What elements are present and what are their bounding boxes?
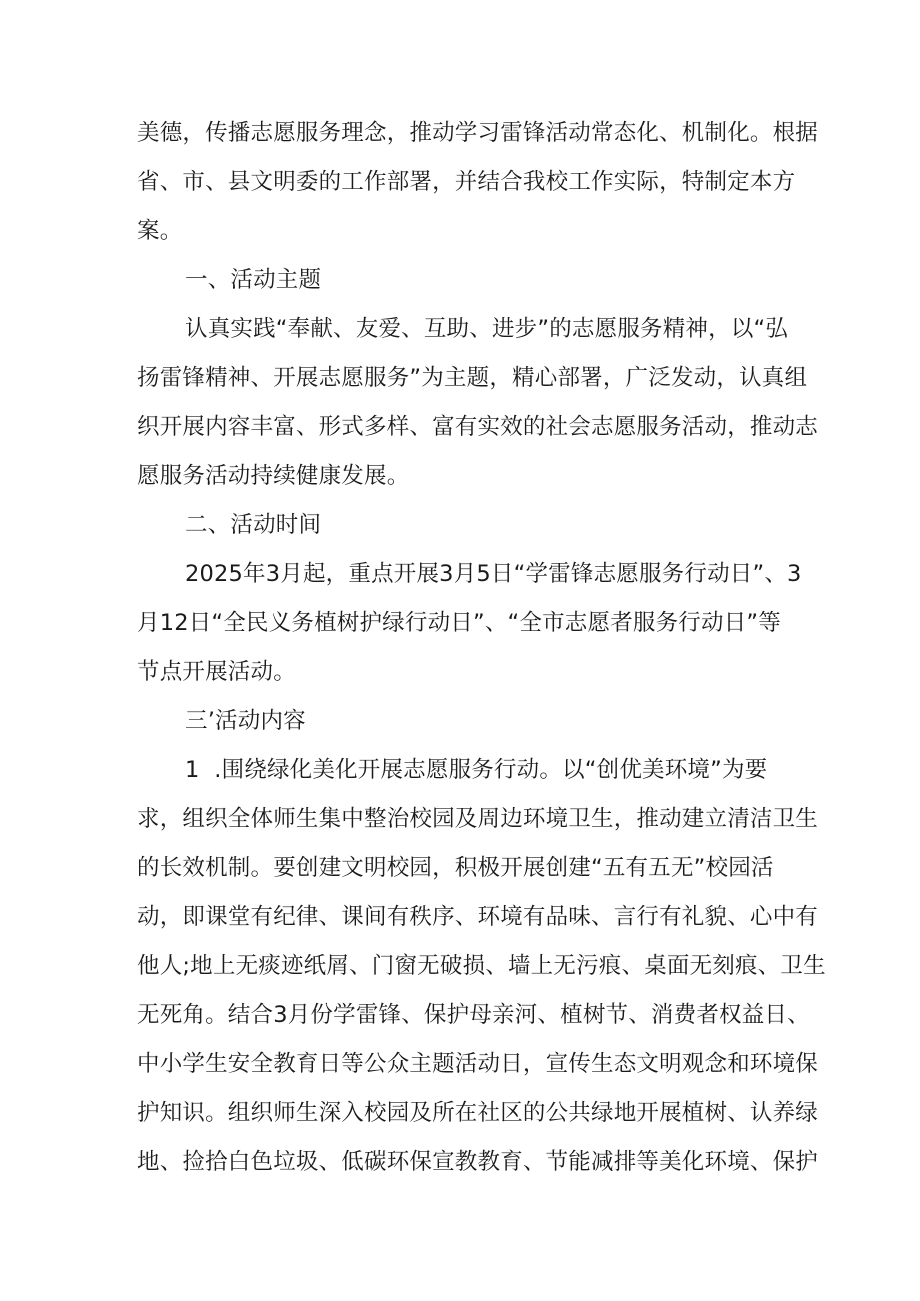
paragraph-line: 扬雷锋精神、开展志愿服务”为主题，精心部署，广泛发动，认真组 [137, 365, 808, 391]
paragraph-line: 愿服务活动持续健康发展。 [137, 463, 410, 489]
section-heading-theme: 一、活动主题 [185, 267, 322, 293]
paragraph-line: 省、市、县文明委的工作部署，并结合我校工作实际，特制定本方 [137, 169, 796, 195]
paragraph-line: 月12日“全民义务植树护绿行动日”、“全市志愿者服务行动日”等 [137, 610, 781, 636]
paragraph-line: 美德，传播志愿服务理念，推动学习雷锋活动常态化、机制化。根据 [137, 120, 819, 146]
section-heading-time: 二、活动时间 [185, 512, 322, 538]
section-heading-content: 三’活动内容 [185, 708, 306, 734]
paragraph-line: 动，即课堂有纪律、课间有秩序、环境有品味、言行有礼貌、心中有 [137, 904, 819, 930]
paragraph-line: 2025年3月起，重点开展3月5日“学雷锋志愿服务行动日”、3 [185, 561, 802, 587]
paragraph-line: 中小学生安全教育日等公众主题活动日，宣传生态文明观念和环境保 [137, 1051, 819, 1077]
paragraph-line: 织开展内容丰富、形式多样、富有实效的社会志愿服务活动，推动志 [137, 414, 819, 440]
paragraph-line: 他人;地上无痰迹纸屑、门窗无破损、墙上无污痕、桌面无刻痕、卫生 [137, 953, 826, 979]
paragraph-line: 1 .围绕绿化美化开展志愿服务行动。以“创优美环境”为要 [185, 757, 768, 783]
paragraph-line: 求，组织全体师生集中整治校园及周边环境卫生，推动建立清洁卫生 [137, 806, 819, 832]
paragraph-line: 节点开展活动。 [137, 659, 296, 685]
paragraph-line: 地、捡拾白色垃圾、低碳环保宣教教育、节能减排等美化环境、保护 [137, 1149, 819, 1175]
paragraph-line: 的长效机制。要创建文明校园，积极开展创建“五有五无”校园活 [137, 855, 774, 881]
paragraph-line: 无死角。结合3月份学雷锋、保护母亲河、植树节、消费者权益日、 [137, 1002, 810, 1028]
paragraph-line: 认真实践“奉献、友爱、互助、进步”的志愿服务精神，以“弘 [185, 316, 789, 342]
paragraph-line: 护知识。组织师生深入校园及所在社区的公共绿地开展植树、认养绿 [137, 1100, 819, 1126]
paragraph-line: 案。 [137, 218, 183, 244]
